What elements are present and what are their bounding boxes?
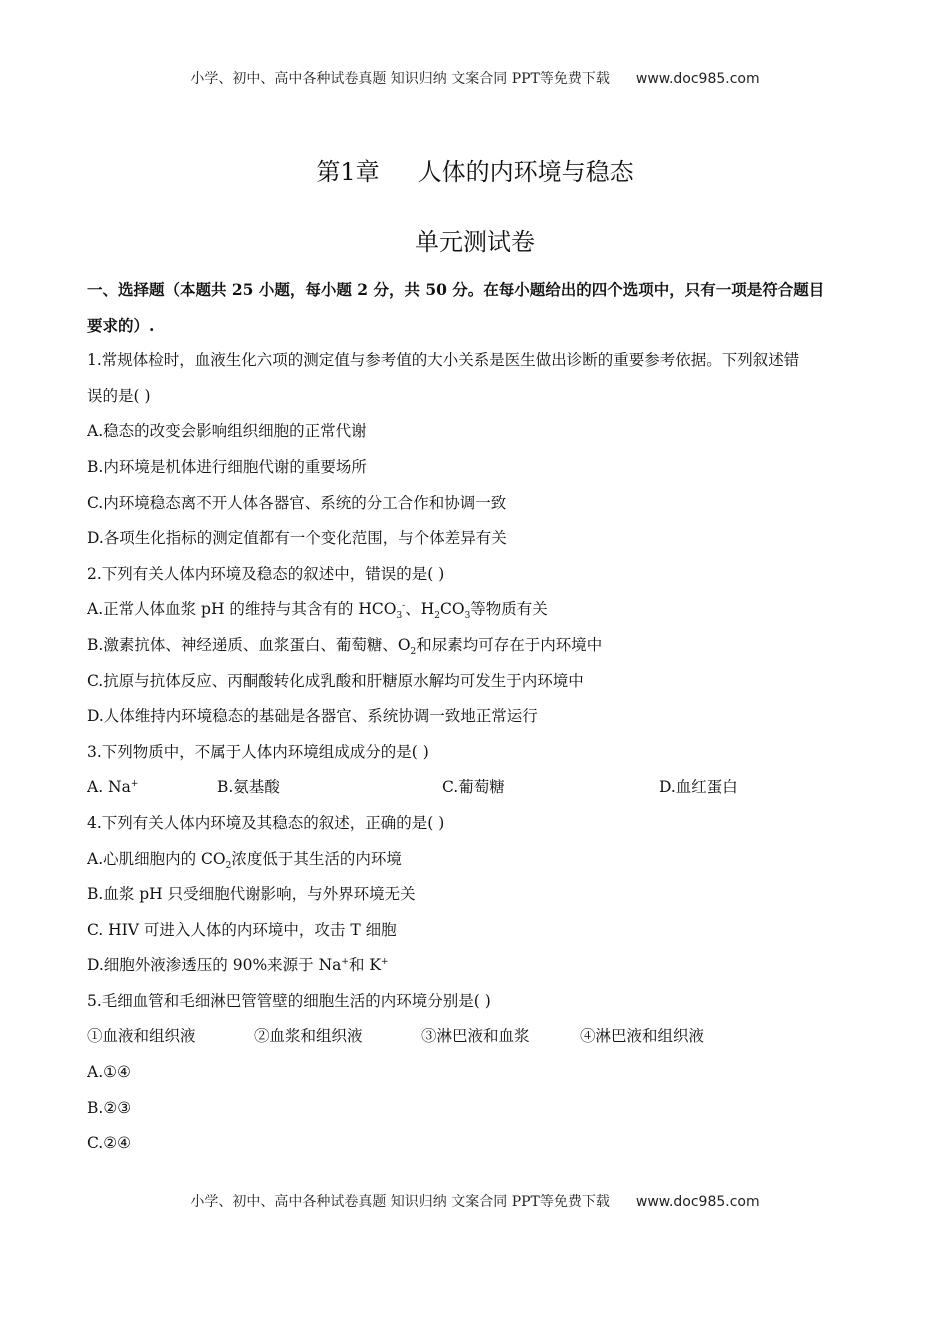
q5-item-4: ④淋巴液和组织液 [580,1027,705,1046]
q5-item-2: ②血浆和组织液 [254,1027,363,1046]
q2-option-c: C.抗原与抗体反应、丙酮酸转化成乳酸和肝糖原水解均可发生于内环境中 [87,671,584,690]
q3-options [87,770,867,806]
q4-option-d: D.细胞外液渗透压的 90%来源于 Na+和 K+ [87,956,389,975]
page-subtitle: 单元测试卷 [415,228,535,256]
page-footer [0,1191,950,1211]
q2-option-b: B.激素抗体、神经递质、血浆蛋白、葡萄糖、$O_2$和尿素均可存在于内环境中 [87,635,603,658]
chapter-name: 人体的内环境与稳态 [417,158,634,186]
q4-option-c: C. HIV 可进入人体的内环境中，攻击 T 细胞 [87,920,397,939]
q2-option-d: D.人体维持内环境稳态的基础是各器官、系统协调一致地正常运行 [87,707,538,726]
q2-option-a: A.正常人体血浆 pH 的维持与其含有的 $HCO_3^-$、$H_2CO_3$等物质有关 [87,600,548,622]
q1-option-b: B.内环境是机体进行细胞代谢的重要场所 [87,457,367,476]
header-site[interactable]: www.doc985.com [635,71,760,87]
q5-stem: 5.毛细血管和毛细淋巴管管壁的细胞生活的内环境分别是( ) [87,991,491,1010]
q3-option-c: C.葡萄糖 [442,778,505,797]
q3-option-d: D.血红蛋白 [659,778,738,797]
footer-text: 小学、初中、高中各种试卷真题 知识归纳 文案合同 PPT等免费下载 [190,1194,610,1210]
q5-option-a: A.①④ [87,1063,131,1082]
section-heading-line1: 一、选择题（本题共 25 小题，每小题 2 分，共 50 分。在每小题给出的四个选项中，只有一项是符合题目 [87,280,825,299]
page-header [0,68,950,88]
page-title [0,152,950,187]
q5-option-c: C.②④ [87,1134,132,1153]
q4-stem: 4.下列有关人体内环境及其稳态的叙述，正确的是( ) [87,813,445,832]
q1-stem-line1: 1.常规体检时，血液生化六项的测定值与参考值的大小关系是医生做出诊断的重要参考依据。下列叙述错 [87,351,800,370]
section-heading-line2: 要求的）. [87,315,155,335]
q1-option-d: D.各项生化指标的测定值都有一个变化范围，与个体差异有关 [87,529,507,548]
chapter-number: 第1章 [316,158,380,186]
q5-item-3: ③淋巴液和血浆 [421,1027,530,1046]
footer-site[interactable]: www.doc985.com [635,1194,760,1210]
q5-option-b: B.②③ [87,1098,132,1117]
q3-stem: 3.下列物质中，不属于人体内环境组成成分的是( ) [87,742,429,761]
q1-option-a: A.稳态的改变会影响组织细胞的正常代谢 [87,422,367,441]
q5-item-1: ①血液和组织液 [87,1027,196,1046]
q3-option-b: B.氨基酸 [217,778,280,797]
q4-option-a: A.心肌细胞内的 $CO_2$浓度低于其生活的内环境 [87,849,402,871]
q4-option-b: B.血浆 pH 只受细胞代谢影响，与外界环境无关 [87,885,416,904]
q1-stem-line2: 误的是( ) [87,386,151,405]
q5-items [87,1019,867,1055]
q3-option-a: A. Na+ [87,778,139,797]
q2-stem: 2.下列有关人体内环境及稳态的叙述中，错误的是( ) [87,564,445,583]
q1-option-c: C.内环境稳态离不开人体各器官、系统的分工合作和协调一致 [87,493,507,512]
header-text: 小学、初中、高中各种试卷真题 知识归纳 文案合同 PPT等免费下载 [190,71,610,87]
exam-content [87,272,867,1162]
